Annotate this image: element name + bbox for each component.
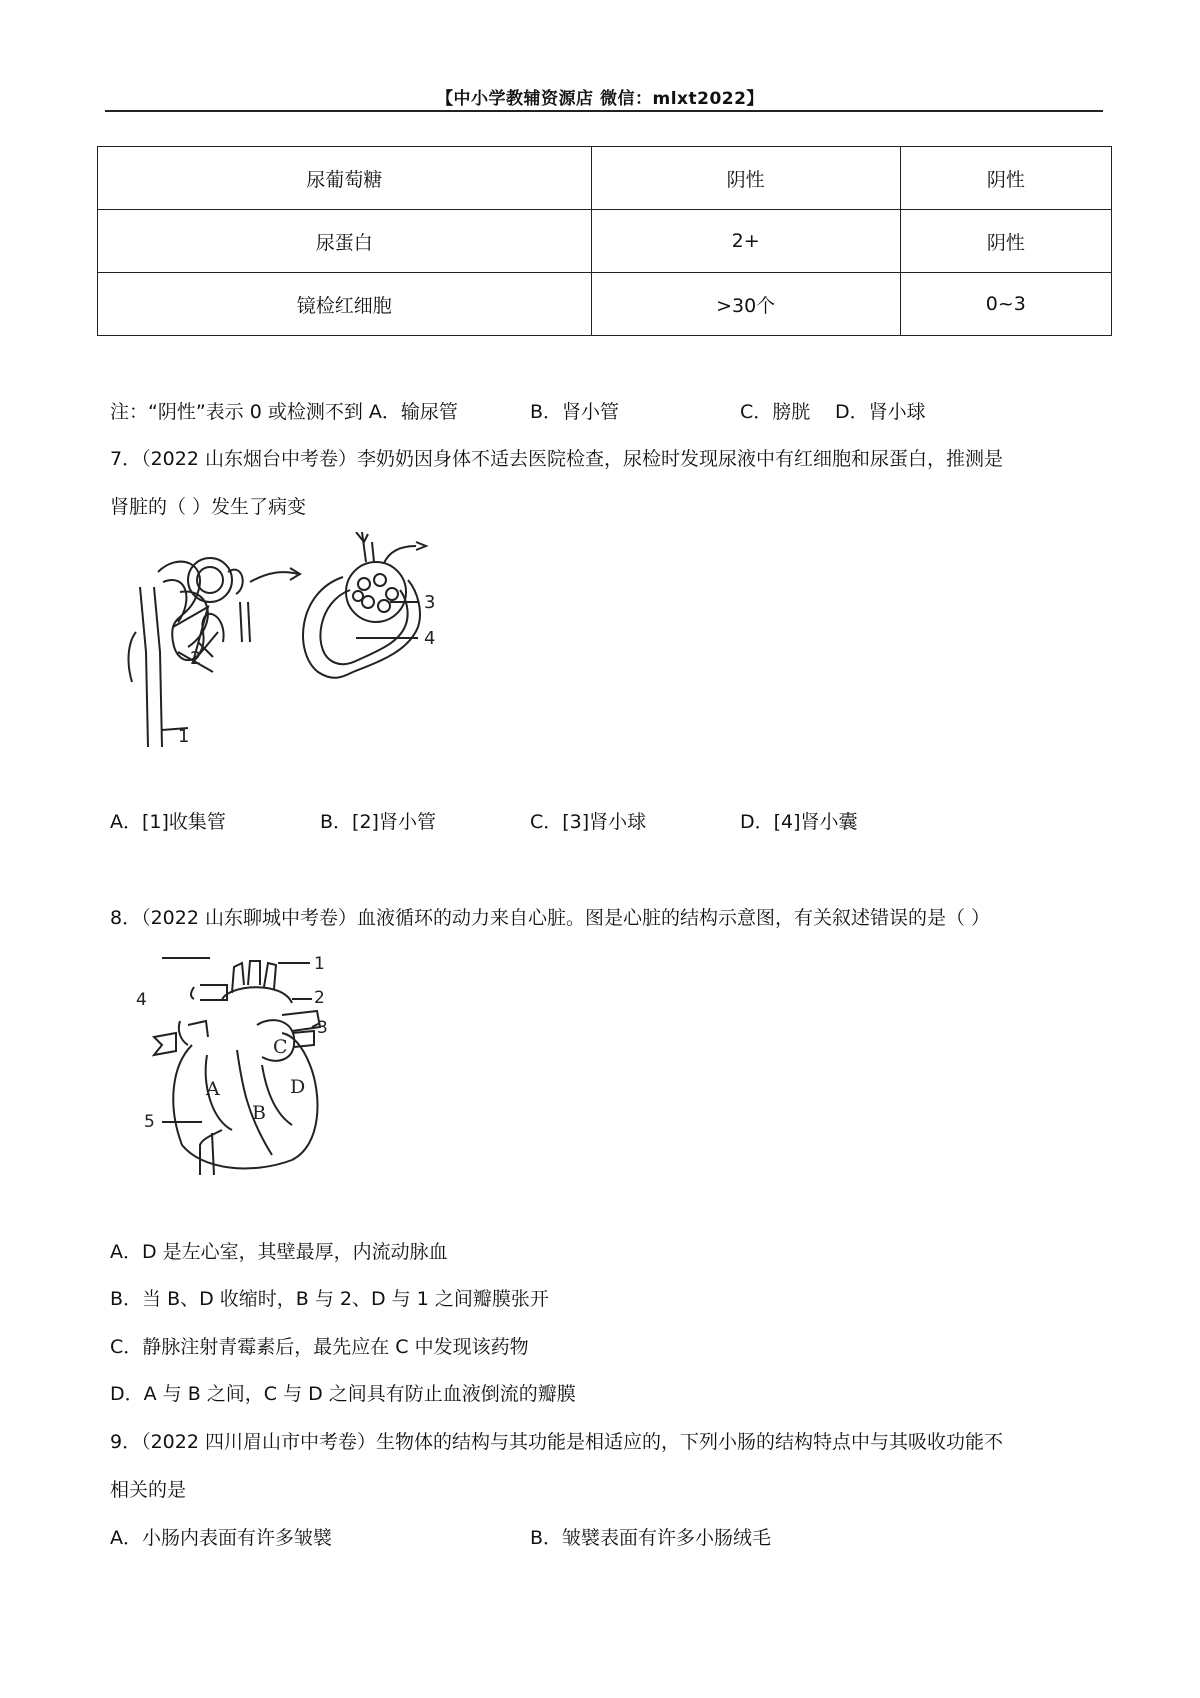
nephron-figure: [118, 532, 478, 757]
table-row: [98, 147, 1112, 210]
urine-test-table: [97, 146, 1112, 336]
table-cell: 阴性: [900, 147, 1111, 210]
figure-label: A: [206, 1078, 220, 1100]
table-row: [98, 273, 1112, 336]
figure-label: B: [252, 1102, 266, 1124]
figure-label: 4: [424, 628, 436, 649]
q7-option-a: A．[1]收集管: [110, 811, 226, 833]
q7-option-b: B．[2]肾小管: [320, 811, 436, 833]
table-cell: >30个: [591, 273, 900, 336]
figure-label: 3: [424, 592, 436, 613]
q7-stem-line2: 肾脏的（ ）发生了病变: [110, 496, 307, 518]
figure-label: 5: [144, 1112, 155, 1132]
q8-option-a: A．D 是左心室，其壁最厚，内流动脉血: [110, 1241, 448, 1263]
table-cell: 阴性: [900, 210, 1111, 273]
table-cell: 2+: [591, 210, 900, 273]
page-header: 【中小学教辅资源店 微信：mlxt2022】: [436, 89, 764, 109]
table-cell: 镜检红细胞: [98, 273, 592, 336]
q6-option-d: D．肾小球: [835, 401, 926, 423]
figure-label: 1: [314, 955, 325, 974]
figure-label: D: [290, 1076, 306, 1098]
q6-option-b: B．肾小管: [530, 401, 620, 423]
figure-label: 4: [136, 990, 147, 1010]
figure-label: 2: [314, 988, 325, 1008]
q8-option-c: C．静脉注射青霉素后，最先应在 C 中发现该药物: [110, 1336, 529, 1358]
table-cell: 0~3: [900, 273, 1111, 336]
table-row: [98, 210, 1112, 273]
figure-label: C: [273, 1036, 288, 1058]
q6-option-c: C．膀胱: [740, 401, 811, 423]
q9-option-a: A．小肠内表面有许多皱襞: [110, 1527, 332, 1549]
q8-stem: 8．（2022 山东聊城中考卷）血液循环的动力来自心脏。图是心脏的结构示意图，有关叙述错误的是（ ）: [110, 907, 991, 929]
q9-stem-line2: 相关的是: [110, 1479, 187, 1501]
table-cell: 尿蛋白: [98, 210, 592, 273]
table-cell: 尿葡萄糖: [98, 147, 592, 210]
figure-label: 1: [178, 726, 190, 747]
q7-option-c: C．[3]肾小球: [530, 811, 647, 833]
figure-label: 2: [190, 648, 202, 669]
figure-label: 3: [317, 1018, 328, 1038]
q8-option-d: D．A 与 B 之间，C 与 D 之间具有防止血液倒流的瓣膜: [110, 1383, 576, 1405]
header-divider: [105, 110, 1103, 112]
q6-note-option-a: 注：“阴性”表示 0 或检测不到 A．输尿管: [110, 401, 458, 423]
q7-stem-line1: 7．（2022 山东烟台中考卷）李奶奶因身体不适去医院检查，尿检时发现尿液中有红细胞和尿蛋白，推测是: [110, 448, 1003, 470]
q8-option-b: B．当 B、D 收缩时，B 与 2、D 与 1 之间瓣膜张开: [110, 1288, 549, 1310]
q9-option-b: B．皱襞表面有许多小肠绒毛: [530, 1527, 772, 1549]
q7-option-d: D．[4]肾小囊: [740, 811, 858, 833]
table-cell: 阴性: [591, 147, 900, 210]
q9-stem-line1: 9．（2022 四川眉山市中考卷）生物体的结构与其功能是相适应的，下列小肠的结构特点中与其吸收功能不: [110, 1431, 1003, 1453]
heart-figure: [132, 955, 362, 1185]
